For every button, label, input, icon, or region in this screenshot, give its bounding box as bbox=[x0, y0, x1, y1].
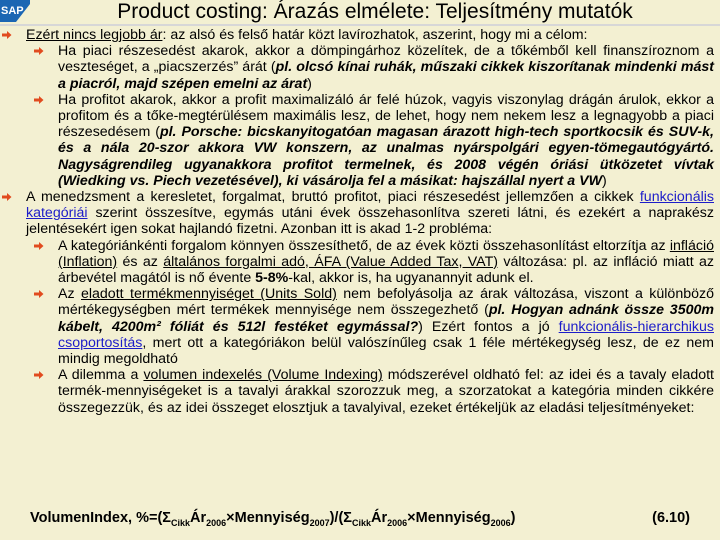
volume-index-formula: VolumenIndex, $\%=(\Sigma_{Cikk}Ár_{2006}\times Mennyiség_{2007})/(\Sigma_{Cikk}Ár_{2006}\times Mennyiség_{2006})$ (6.10) bbox=[30, 510, 690, 528]
title-divider bbox=[0, 24, 720, 26]
slide-body bbox=[26, 27, 714, 416]
arrow-bullet-icon bbox=[34, 289, 44, 299]
page-title: Product costing: Árazás elmélete: Teljesítmény mutatók bbox=[117, 0, 633, 23]
subbullet-profit: Ha profitot akarok, akkor a profit maximalizáló ár felé húzok, vagyis viszonylag drágán árulok, ekkor a profitom és a tőke-megtérülésem maximális lesz, de lehet, hogy nem nekem lesz a legnagyobb a piaci részesedésem (pl. Porsche: bicskanyitogatóan magasan árazott high-tech sportkocsik és SUV-k, és a nála 20-szor akkora VW konszern, az unalmas nyárspolgári egyen-tömegautógyártó. Nagyságrendileg ugyanakkora profitot termelnek, és 2008 végén óriási ütközetet vívtak (Wiedking vs. Piech vezetésével), ki vásárolja fel a másikat: hajszállal nyert a VW) bbox=[58, 92, 714, 189]
arrow-bullet-icon bbox=[34, 370, 44, 380]
arrow-bullet-icon bbox=[34, 46, 44, 56]
arrow-bullet-icon bbox=[2, 192, 12, 202]
functional-hierarchical-grouping-link[interactable]: funkcionális-hierarchikus csoportosítás bbox=[58, 318, 714, 351]
sap-logo bbox=[0, 0, 30, 22]
subbullet-volume-indexing: A dilemma a volumen indexelés (Volume Indexing) módszerével oldható fel: az idei és a tavaly eladott termék-mennyiségeket is a tavalyi árakkal szorozzuk meg, a szorzatokat a kategória minden cikkére összegezzük, és az idei összeget elosztjuk a tavalyival, ezeket értékeljük az eladási teljesítményeket: bbox=[58, 367, 714, 416]
subbullet-market-share: Ha piaci részesedést akarok, akkor a dömpingárhoz közelítek, de a tőkémből kell finanszíroznom a veszteséget, a „piacszerzés” árát (pl. olcsó kínai ruhák, műszaki cikkek kiszorítanak mindenki mást a piacról, majd szépen emelni az árat) bbox=[58, 43, 714, 92]
bullet-management: A menedzsment a keresletet, forgalmat, bruttó profitot, piaci részesedést jellemzően a cikkek funkcionális kategóriái szerint összesítve, egymás utáni évek összehasonlítva szereti látni, és ezekért a naprakész jelentésekért igen sokat hajlandó fizetni. Azonban itt is akad 1-2 probléma: bbox=[26, 189, 714, 238]
subbullet-units-sold: Az eladott termékmennyiséget (Units Sold) nem befolyásolja az árak változása, viszont a különböző mértékegységben mért termékek mennyisége nem összegezhető (pl. Hogyan adnánk össze 3500m kábelt, 4200m² fóliát és 512l festéket egymással?) Ezért fontos a jó funkcionális-hierarchikus csoportosítás, mert ott a kategóriákon belül valószínűleg csak 1 féle mértékegység lesz, de ez nem mindig megoldható bbox=[58, 286, 714, 367]
equation-number: (6.10) bbox=[652, 510, 690, 526]
bullet-best-price: Ezért nincs legjobb ár: az alsó és felső határ közt lavírozhatok, aszerint, hogy mi a célom: bbox=[26, 27, 714, 43]
arrow-bullet-icon bbox=[34, 241, 44, 251]
arrow-bullet-icon bbox=[2, 30, 12, 40]
svg-text:SAP: SAP bbox=[1, 5, 24, 17]
functional-categories-link[interactable]: funkcionális kategóriái bbox=[26, 189, 714, 222]
arrow-bullet-icon bbox=[34, 95, 44, 105]
subbullet-inflation: A kategóriánkénti forgalom könnyen összesíthető, de az évek közti összehasonlítást eltorzítja az infláció (Inflation) és az általános forgalmi adó, ÁFA (Value Added Tax, VAT) változása: pl. az infláció miatt az árbevétel magától is nő évente 5-8%-kal, akkor is, ha ugyanannyit adunk el. bbox=[58, 238, 714, 287]
